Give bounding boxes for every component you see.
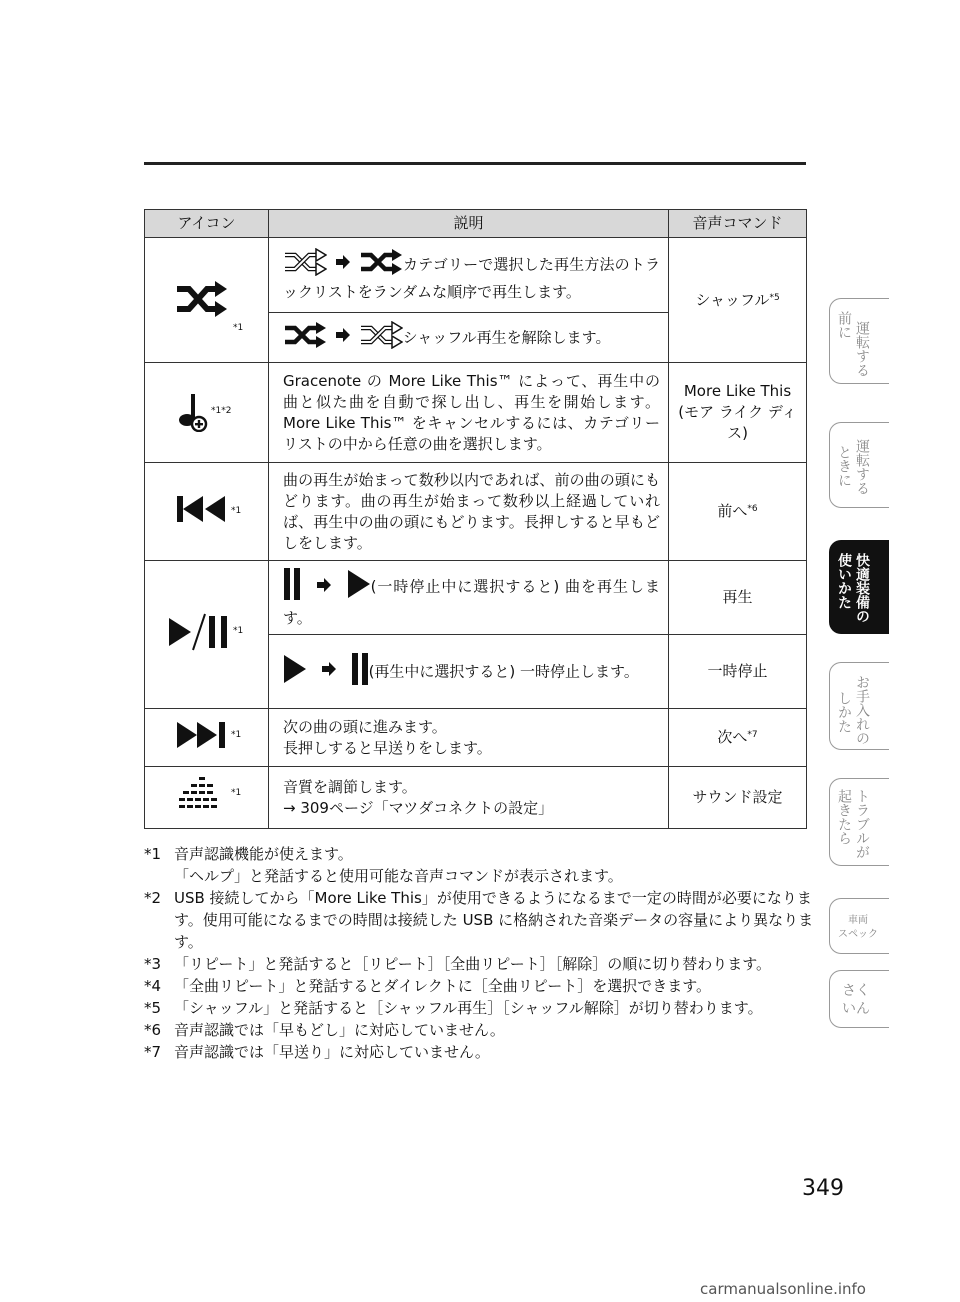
footnote: *3 「リピート」と発話すると［リピート］［全曲リピート］［解除］の順に切り替わります。 (144, 955, 772, 973)
shuffle-desc-text: カテゴリーで選択した再生方法のトラックリストをランダムな順序で再生します。 (283, 255, 660, 301)
sound-desc: 音質を調節します。 → 309ページ「マツダコネクトの設定」 (269, 767, 669, 829)
arrow-right-icon (322, 662, 336, 676)
arrow-right-icon (336, 255, 350, 269)
sound-command: サウンド設定 (669, 767, 807, 829)
svg-text:前に: 前に (836, 311, 852, 339)
watermark: carmanualsonline.info (700, 1280, 866, 1298)
table-row (145, 363, 807, 463)
svg-text:スペック: スペック (838, 929, 878, 940)
shuffle-icon (173, 279, 229, 319)
table-row (145, 709, 807, 767)
previous-command: 前へ$^{*6}$ (669, 463, 807, 561)
svg-text:さく: さく (842, 983, 870, 999)
shuffle-icon-cell (145, 238, 269, 363)
next-command: 次へ$^{*7}$ (669, 709, 807, 767)
page-number: 349 (802, 1176, 844, 1201)
skip-next-icon (175, 720, 227, 750)
play-pause-icon-cell: *1 (145, 561, 269, 709)
sound-icon-cell: *1 (145, 767, 269, 829)
footnote: *2 USB 接続してから「More Like This」が使用できるようになるまで一定の時間が必要になります。使用可能になるまでの時間は接続した USB に格納された音楽データの容量により異なります。 (144, 889, 814, 951)
skip-previous-icon (175, 494, 227, 524)
table-row (145, 238, 807, 313)
shuffle-desc-1 (269, 238, 669, 313)
pause-icon (351, 651, 369, 687)
play-icon (347, 566, 371, 602)
play-icon (283, 651, 307, 687)
footnote: *5 「シャッフル」と発話すると［シャッフル再生］［シャッフル解除］が切り替わります。 (144, 999, 763, 1017)
pause-icon (283, 566, 301, 602)
footnotes (144, 843, 814, 1063)
previous-desc: 曲の再生が始まって数秒以内であれば、前の曲の頭にもどります。曲の再生が始まって数秒以上経過していれば、再生中の曲の頭にもどります。長押しすると早もどしをします。 (269, 463, 669, 561)
next-icon-cell: *1 (145, 709, 269, 767)
arrow-right-icon (336, 328, 350, 342)
side-tab-comfort-equipment[interactable] (829, 540, 889, 634)
previous-icon-cell: *1 (145, 463, 269, 561)
table-row (145, 767, 807, 829)
svg-text:運転する: 運転する (854, 321, 870, 377)
more-like-this-icon-cell: *1*2 (145, 363, 269, 463)
table-header-row (145, 210, 807, 238)
table-row (145, 463, 807, 561)
header-voice-command: 音声コマンド (669, 210, 807, 238)
footnote: *7 音声認識では「早送り」に対応していません。 (144, 1043, 490, 1061)
footnote: *6 音声認識では「早もどし」に対応していません。 (144, 1021, 505, 1039)
svg-text:トラブルが: トラブルが (854, 789, 870, 859)
svg-text:お手入れの: お手入れの (854, 675, 870, 745)
arrow-right-icon (317, 578, 331, 592)
side-tab-while-driving[interactable] (829, 422, 889, 508)
svg-text:ときに: ときに (836, 445, 852, 487)
shuffle-outline-icon (283, 248, 327, 276)
svg-text:車両: 車両 (848, 915, 868, 926)
side-tab-troubleshooting[interactable] (829, 778, 889, 866)
side-tab-index[interactable] (829, 970, 889, 1028)
play-pause-icon (167, 612, 231, 652)
shuffle-command: シャッフル$^{*5}$ (669, 238, 807, 363)
shuffle-desc-2: シャッフル再生を解除します。 (269, 313, 669, 363)
side-tab-specifications[interactable] (829, 898, 889, 954)
shuffle-icon (359, 248, 403, 276)
footnote: *4 「全曲リピート」と発話するとダイレクトに［全曲リピート］を選択できます。 (144, 977, 712, 995)
svg-text:いん: いん (842, 1001, 870, 1017)
play-command: 再生 (669, 561, 807, 635)
svg-text:快適装備の: 快適装備の (854, 553, 870, 623)
more-like-this-command: More Like This (モア ライク ディス) (669, 363, 807, 463)
icon-command-table (144, 209, 807, 829)
svg-text:起きたら: 起きたら (836, 789, 852, 845)
music-note-plus-icon (177, 392, 213, 432)
more-like-this-desc: Gracenote の More Like This™ によって、再生中の曲と似た曲を自動で探し出し、再生を開始します。More Like This™ をキャンセルするには、カテゴリーリストの中から任意の曲を選択します。 (269, 363, 669, 463)
header-icon: アイコン (145, 210, 269, 238)
footnote: *1 音声認識機能が使えます。 「ヘルプ」と発話すると使用可能な音声コマンドが表示されます。 (144, 845, 623, 885)
page-reference-link[interactable]: → 309ページ「マツダコネクトの設定」 (283, 798, 554, 817)
icon-footnote-ref: *1 (233, 323, 244, 333)
pause-command: 一時停止 (669, 635, 807, 709)
svg-text:運転する: 運転する (854, 439, 870, 495)
svg-text:使いかた: 使いかた (836, 553, 852, 609)
shuffle-icon (283, 321, 327, 349)
svg-text:しかた: しかた (836, 691, 852, 733)
shuffle-outline-icon (359, 321, 403, 349)
table-row (145, 561, 807, 635)
pause-desc: (再生中に選択すると) 一時停止します。 (269, 635, 669, 709)
side-tab-before-driving[interactable] (829, 298, 889, 384)
header-description: 説明 (269, 210, 669, 238)
side-tab-maintenance[interactable] (829, 662, 889, 750)
next-desc: 次の曲の頭に進みます。 長押しすると早送りをします。 (269, 709, 669, 767)
equalizer-icon (175, 775, 227, 815)
play-desc: (一時停止中に選択すると) 曲を再生します。 (269, 561, 669, 635)
top-rule (144, 162, 806, 165)
